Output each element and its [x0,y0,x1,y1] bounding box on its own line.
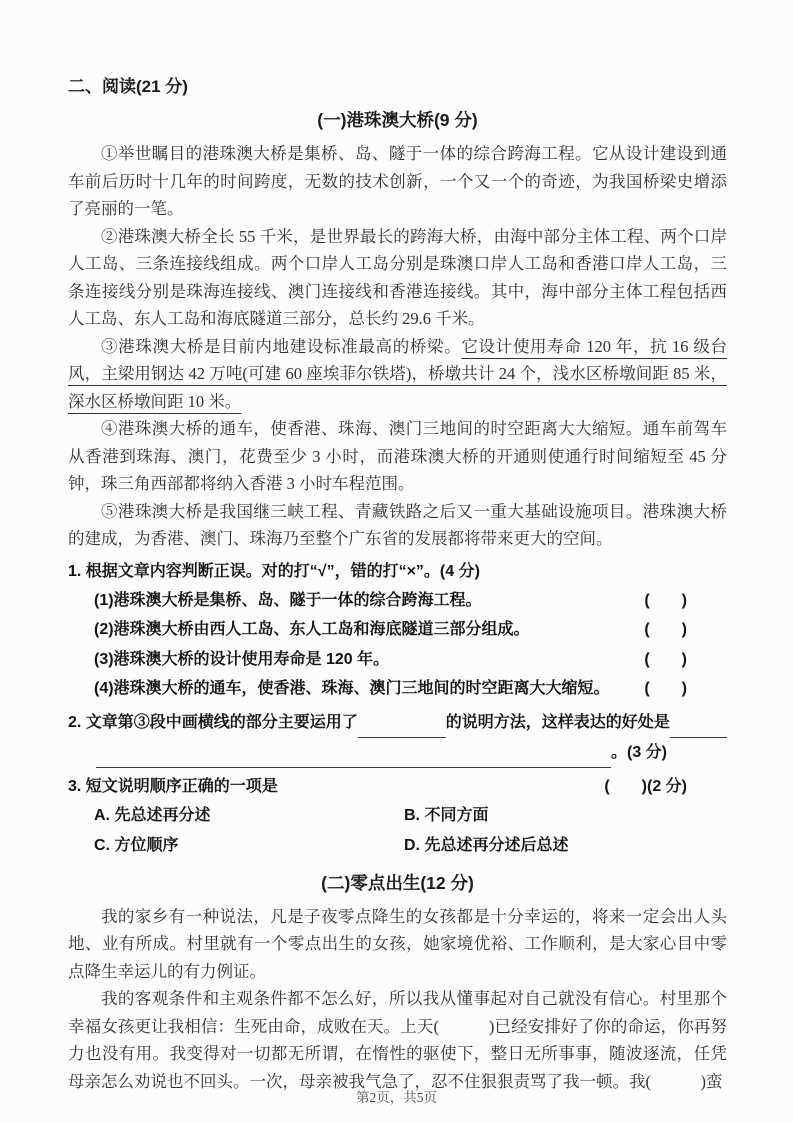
answer-bracket: ( ) [644,621,687,638]
question-text: 的说明方法，这样表达的好处是 [445,713,670,731]
passage1-body [68,140,727,553]
passage1-title: (一)港珠澳大桥(9 分) [317,110,478,130]
question-text: 。(3 分) [610,743,667,761]
true-false-item [68,645,727,675]
paragraph-text: ③港珠澳大桥是目前内地建设标准最高的桥梁。 [101,336,462,356]
fill-in-blank [96,750,611,768]
passage-paragraph [68,333,727,416]
question2 [68,708,727,768]
question2-line1 [68,708,727,738]
page-footer: 第2页，共5页 [356,1090,437,1105]
passage-paragraph [68,223,727,333]
answer-bracket: ( ) [644,680,687,697]
paragraph-text: 我的家乡有一种说法，凡是子夜零点降生的女孩都是十分幸运的，将来一定会出人头地、业有所成。村里就有一个零点出生的女孩，她家境优裕、工作顺利，是大家心目中零点降生幸运儿的有力例证。 [68,906,727,981]
answer-bracket: ( ) [644,591,687,609]
question1-stem: 1. 根据文章内容判断正误。对的打“√”，错的打“×”。(4 分) [68,562,480,580]
fill-in-blank [670,720,727,738]
paragraph-text: ⑤港珠澳大桥是我国继三峡工程、青藏铁路之后又一重大基础设施项目。港珠澳大桥的建成，为香港、澳门、珠海乃至整个广东省的发展都将带来更大的空间。 [68,501,727,548]
paragraph-text: ①举世瞩目的港珠澳大桥是集桥、岛、隧于一体的综合跨海工程。它从设计建设到通车前后历时十几年的时间跨度，无数的技术创新，一个又一个的奇迹，为我国桥梁史增添了亮丽的一笔。 [68,144,727,218]
passage-paragraph [68,498,727,553]
choice-option: A. 先总述再分述 [94,806,211,824]
tf-item-text: (2)港珠澳大桥由西人工岛、东人工岛和海底隧道三部分组成。 [94,621,530,638]
true-false-item [68,615,727,645]
true-false-item [68,586,727,616]
paragraph-text: ④港珠澳大桥的通车，使香港、珠海、澳门三地间的时空距离大大缩短。通车前驾车从香港到珠海、澳门，花费至少 3 小时，而港珠澳大桥的开通则使通行时间缩短至 45 分钟，珠三角西部都将纳入香港 3 小时车程范围。 [68,419,727,493]
choice-option: D. 先总述再分述后总述 [404,837,569,854]
fill-in-blank [358,720,446,738]
paragraph-text: ②港珠澳大桥全长 55 千米，是世界最长的跨海大桥，由海中部分主体工程、两个口岸人工岛、三条连接线组成。两个口岸人工岛分别是珠澳口岸人工岛和香港口岸人工岛，三条连接线分别是珠海连接线、澳门连接线和香港连接线。其中，海中部分主体工程包括西人工岛、东人工岛和海底隧道三部分，总长约 29.6 千米。 [68,226,727,328]
tf-item-text: (1)港珠澳大桥是集桥、岛、隧于一体的综合跨海工程。 [94,591,482,609]
passage-paragraph [68,903,727,986]
passage-paragraph [68,140,727,223]
passage2-title: (二)零点出生(12 分) [321,872,474,893]
passage-paragraph [68,985,727,1095]
tf-item-text: (4)港珠澳大桥的通车，使香港、珠海、澳门三地间的时空距离大大缩短。 [94,680,610,697]
passage2-body [68,903,727,1096]
question3-stem: 3. 短文说明顺序正确的一项是 [68,777,278,795]
underlined-text: 它设计使用寿命 120 年，抗 16 级台风，主梁用钢达 42 万吨(可建 60 座埃菲尔铁塔)，桥墩共计 24 个，浅水区桥墩间距 85 米，深水区桥墩间距 10 米。 [68,336,728,411]
paragraph-text: 我的客观条件和主观条件都不怎么好，所以我从懂事起对自己就没有信心。村里那个幸福女孩更让我相信：生死由命，成败在天。上天( )已经安排好了你的命运，你再努力也没有用。我变得对一切都无所谓，在惰性的驱使下，整日无所事事，随波逐流，任凭母亲怎么劝说也不回头。一次，母亲被我气急了，忍不住狠狠责骂了我一顿。我( )蛮 [68,989,727,1091]
true-false-item [68,674,727,704]
question1-items [68,586,727,704]
answer-bracket: ( ) [644,650,687,668]
question3-answer-bracket: ( )(2 分) [604,777,687,795]
choice-option: B. 不同方面 [404,806,489,824]
question-text: 2. 文章第③段中画横线的部分主要运用了 [68,713,358,731]
question2-line2 [68,738,727,768]
reading-section-header: 二、阅读(21 分) [68,77,188,96]
passage-paragraph [68,415,727,498]
question3-options [68,801,727,862]
choice-option: C. 方位顺序 [94,837,179,854]
tf-item-text: (3)港珠澳大桥的设计使用寿命是 120 年。 [94,650,390,668]
